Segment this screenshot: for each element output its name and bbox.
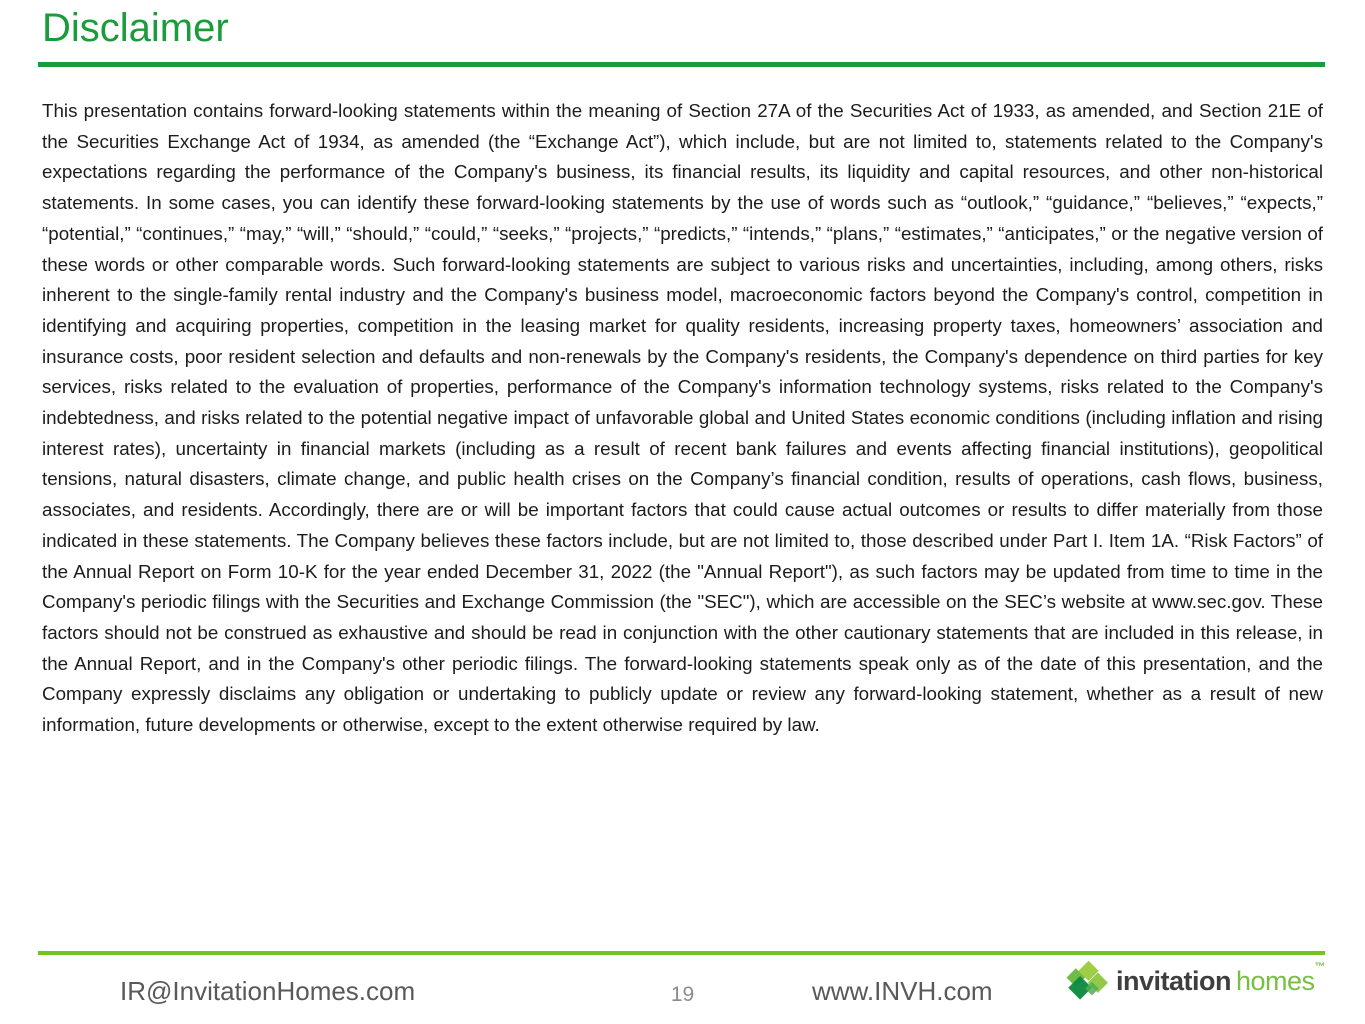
page-title: Disclaimer (42, 6, 229, 50)
footer-divider (38, 951, 1325, 955)
footer-website-link[interactable]: www.INVH.com (812, 976, 993, 1006)
logo-wordmark-invitation: invitation (1115, 965, 1231, 996)
logo-wordmark-homes: homes (1235, 965, 1315, 996)
page-number: 19 (670, 983, 695, 1006)
invitation-homes-diamonds-icon (1064, 959, 1108, 1003)
title-divider (38, 62, 1325, 67)
disclaimer-body-text: This presentation contains forward-looking statements within the meaning of Section 27A of the Securities Act of 1933, as amended, and Section 21E of the Securities Exchange Act of 1934, as amended (the “Exchange Act”), which include, but are not limited to, statements related to the Company's expectations regarding the performance of the Company's business, its financial results, its liquidity and capital resources, and other non-historical statements. In some cases, you can identify these forward-looking statements by the use of words such as “outlook,” “guidance,” “believes,” “expects,” “potential,” “continues,” “may,” “will,” “should,” “could,” “seeks,” “projects,” “predicts,” “intends,” “plans,” “estimates,” “anticipates,” or the negative version of these words or other comparable words. Such forward-looking statements are subject to various risks and uncertainties, including, among others, risks inherent to the single-family rental industry and the Company's business model, macroeconomic factors beyond the Company's control, competition in identifying and acquiring properties, competition in the leasing market for quality residents, increasing property taxes, homeowners’ association and insurance costs, poor resident selection and defaults and non-renewals by the Company's residents, the Company's dependence on third parties for key services, risks related to the evaluation of properties, performance of the Company's information technology systems, risks related to the Company's indebtedness, and risks related to the potential negative impact of unfavorable global and United States economic conditions (including inflation and rising interest rates), uncertainty in financial markets (including as a result of recent bank failures and events affecting financial institutions), geopolitical tensions, natural disasters, climate change, and public health crises on the Company’s financial condition, results of operations, cash flows, business, associates, and residents. Accordingly, there are or will be important factors that could cause actual outcomes or results to differ materially from those indicated in these statements. The Company believes these factors include, but are not limited to, those described under Part I. Item 1A. “Risk Factors” of the Annual Report on Form 10-K for the year ended December 31, 2022 (the "Annual Report"), as such factors may be updated from time to time in the Company's periodic filings with the Securities and Exchange Commission (the "SEC"), which are accessible on the SEC’s website at www.sec.gov. These factors should not be construed as exhaustive and should be read in conjunction with the other cautionary statements that are included in this release, in the Annual Report, and in the Company's other periodic filings. The forward-looking statements speak only as of the date of this presentation, and the Company expressly disclaims any obligation or undertaking to publicly update or review any forward-looking statement, whether as a result of new information, future developments or otherwise, except to the extent otherwise required by law. (42, 100, 1323, 736)
invitation-homes-logo (1064, 959, 1325, 1003)
footer-email-link[interactable]: IR@InvitationHomes.com (120, 976, 416, 1006)
logo-trademark: ™ (1314, 960, 1325, 973)
